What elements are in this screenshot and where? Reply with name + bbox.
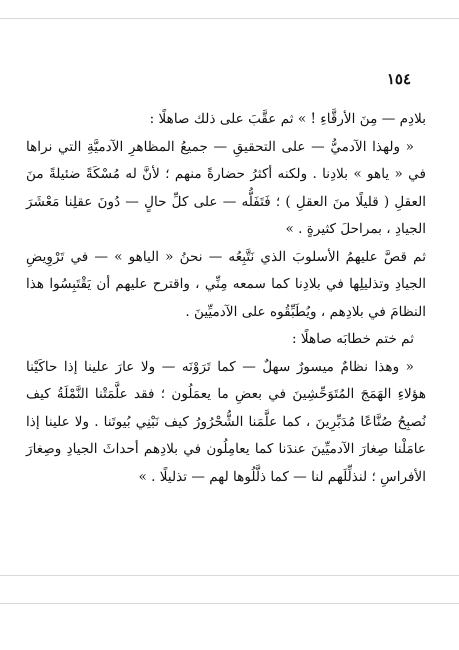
paragraph-4: ثم ختم خطابَه صاهلًا : [292,331,414,347]
page-number: ١٥٤ [386,70,411,88]
paragraph-2: « ولهذا الآدميُّ — على التحقيقِ — جميعُ المظاهرِ الآدميَّةِ التي نراها في « ياهو » بلادِنا . ولكنه أكثرُ حضارةً منهم ؛ لأنَّ له مُسْكَةً ضئيلةً منَ العقلِ ( قليلًا منَ العقلِ ) ؛ فَتَفَلُّه — على كلِّ حالٍ — دُونَ عقلِنا مَعْشَرَ الجيادِ ، بمراحلَ كثيرةٍ . » [26,138,426,237]
bottom-divider-1 [0,575,459,576]
paragraph-5: « وهذا نظامٌ ميسورٌ سهلٌ — كما تَرَوْنَه — ولا عارَ علينا إذا حاكَيْنا هؤلاءِ الهَمَجَ المُتَوَحِّشِينَ في بعضِ ما يعمَلُون ؛ فقد علَّمَتْنا النَّمْلَةُ كيف نُصبِحُ صُنَّاعًا مُدَبِّرِينَ ، كما علَّمَنا الشُّحْرُورُ كيف نَبْنِي بُيوتَنا . ولا علينا إذا عامَلْنا صِغارَ الآدميِّينَ عندَنا كما يعامِلُون في بلادِهم أحداثَ الجيادِ وصِغارَ الأفراسِ ؛ لنذلِّلَهم لنا — كما ذلَّلُوها لهم — تذليلًا . » [26,358,426,485]
page-body [26,106,426,491]
paragraph-3: ثم قصَّ عليهمُ الأسلوبَ الذي نَتَّبِعُه — نحنُ « الياهو » — في تَرْوِيضِ الجيادِ وتذليلِها في بلادِنا كما سمعه مِنِّي ، واقترح عليهم أن يَقْتَبِسُوا هذا النظامَ في بلادِهم ، ويُطَبِّقُوه على الآدميِّينَ . [26,248,426,320]
paragraph-1: بلادِم — مِنَ الأرقَّاءِ ! » ثم عقَّبَ على ذلك صاهلًا : [149,111,426,127]
bottom-divider-2 [0,603,459,604]
